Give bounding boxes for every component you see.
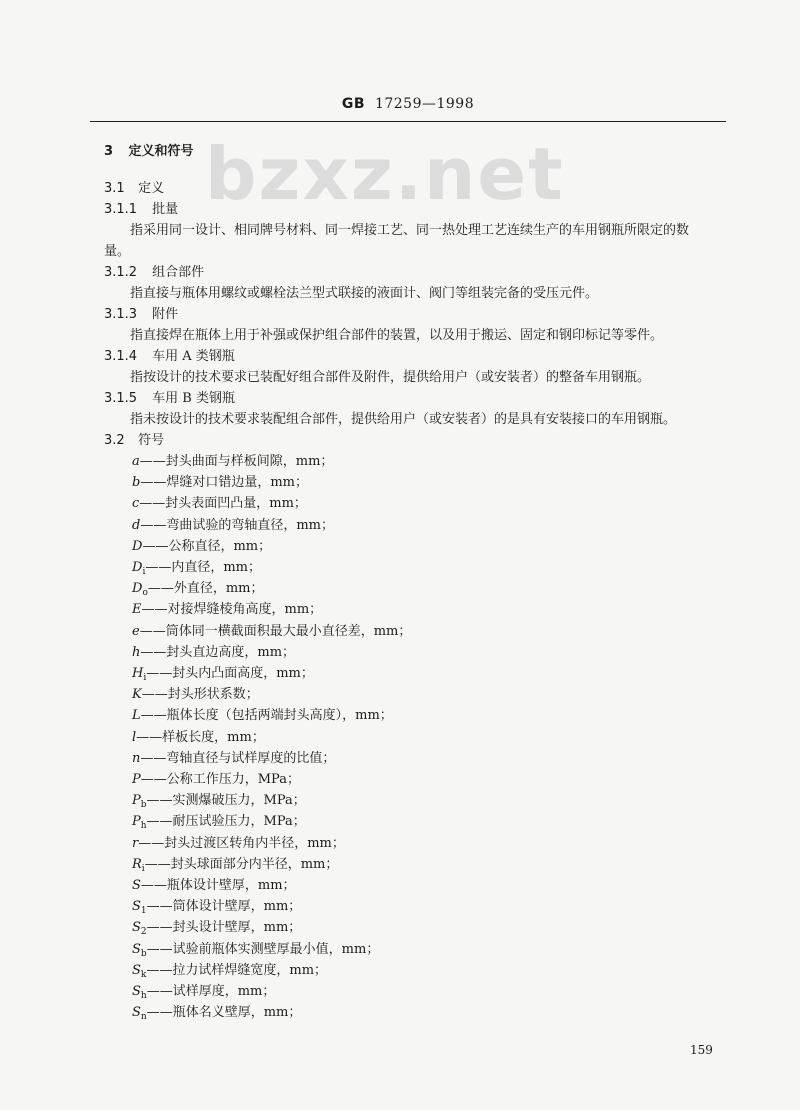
section-title: 定义和符号 <box>128 144 194 159</box>
symbol-description: ——弯曲试验的弯轴直径，mm； <box>140 517 334 533</box>
symbol-letter: h <box>132 644 141 660</box>
symbol-row <box>132 707 393 725</box>
symbol-description: ——封头表面凹凸量，mm； <box>139 496 307 512</box>
header-rule <box>90 121 726 122</box>
symbol-description: ——耐压试验压力，MPa； <box>146 814 306 830</box>
symbol-letter: S <box>132 984 141 999</box>
symbol-description: ——内直径，mm； <box>145 560 261 575</box>
symbol-row <box>132 644 295 662</box>
symbol-letter: d <box>132 517 141 533</box>
symbol-letter: P <box>132 793 141 809</box>
clause-title: 定义 <box>138 181 165 196</box>
clause-heading-3-1-1 <box>104 201 178 219</box>
symbol-row <box>132 517 334 535</box>
symbol-row <box>132 877 296 895</box>
subsection-heading-3-2 <box>104 432 164 450</box>
symbol-description: ——试验前瓶体实测壁厚最小值，mm； <box>146 941 380 957</box>
clause-body-3-1-1-cont: 量。 <box>104 244 131 259</box>
symbol-letter: L <box>132 708 141 724</box>
symbol-letter: R <box>132 856 142 872</box>
symbol-description: ——拉力试样焊缝宽度，mm； <box>146 962 328 978</box>
clause-number: 3.1.4 <box>104 349 138 364</box>
clause-title: 车用 B 类钢瓶 <box>152 391 235 406</box>
symbol-description: ——筒体设计壁厚，mm； <box>146 899 302 915</box>
symbol-row <box>132 750 335 768</box>
symbol-description: ——实测爆破压力，MPa； <box>146 793 306 809</box>
symbol-row <box>132 559 261 581</box>
symbol-description: ——试样厚度，mm； <box>146 984 276 999</box>
symbol-letter: D <box>132 560 143 575</box>
clause-body-3-1-4: 指按设计的技术要求已装配好组合部件及附件，提供给用户（或安装者）的整备车用钢瓶。 <box>130 370 651 385</box>
symbol-subscript: k <box>140 969 147 980</box>
symbol-description: ——封头设计壁厚，mm； <box>146 920 302 936</box>
watermark: bzxz.net <box>205 132 565 216</box>
symbol-row <box>132 835 345 853</box>
symbol-description: ——瓶体长度（包括两端封头高度），mm； <box>140 708 393 724</box>
symbol-letter: K <box>132 687 142 703</box>
symbol-description: ——封头直边高度，mm； <box>140 644 296 660</box>
symbol-row <box>132 771 300 789</box>
symbol-subscript: i <box>141 863 145 874</box>
symbol-row <box>132 538 271 556</box>
symbol-subscript: 2 <box>140 927 147 938</box>
symbol-letter: l <box>132 729 137 745</box>
clause-number: 3.1.2 <box>104 265 138 280</box>
symbol-subscript: 1 <box>140 906 147 917</box>
symbol-letter: P <box>132 772 141 787</box>
clause-number: 3.2 <box>104 433 125 448</box>
symbol-description: ——公称工作压力，MPa； <box>140 772 300 787</box>
symbol-row <box>132 729 265 747</box>
subsection-heading-3-1 <box>104 180 164 198</box>
symbol-description: ——封头形状系数； <box>141 687 259 703</box>
symbol-letter: c <box>132 496 140 512</box>
symbol-row <box>132 983 275 1005</box>
symbol-row <box>132 580 264 602</box>
clause-heading-3-1-3 <box>104 306 178 324</box>
symbol-letter: S <box>132 962 141 978</box>
clause-body-3-1-1: 指采用同一设计、相同牌号材料、同一焊接工艺、同一热处理工艺连续生产的车用钢瓶所限定的数 <box>130 223 690 238</box>
symbol-letter: r <box>132 835 139 851</box>
symbol-description: ——弯轴直径与试样厚度的比值； <box>140 750 336 766</box>
symbol-description: ——封头内凸面高度，mm； <box>146 666 314 681</box>
clause-number: 3.1.5 <box>104 391 138 406</box>
symbol-description: ——焊缝对口错边量，mm； <box>140 475 308 491</box>
section-heading <box>104 143 194 161</box>
clause-heading-3-1-5 <box>104 390 235 408</box>
symbol-description: ——瓶体设计壁厚，mm； <box>140 878 296 893</box>
symbol-subscript: b <box>140 800 147 811</box>
symbol-description: ——样板长度，mm； <box>136 729 265 745</box>
symbol-row <box>132 623 411 641</box>
symbol-subscript: i <box>143 673 147 683</box>
symbol-letter: n <box>132 750 141 766</box>
standard-prefix: GB <box>341 96 366 112</box>
symbol-description: ——封头过渡区转角内半径，mm； <box>138 835 345 851</box>
symbol-row <box>132 474 308 492</box>
symbol-row <box>132 856 338 878</box>
symbol-letter: S <box>132 1005 141 1021</box>
section-number: 3 <box>104 144 114 159</box>
symbol-row <box>132 665 314 687</box>
page-header <box>90 96 726 112</box>
symbol-letter: a <box>132 454 140 469</box>
symbol-subscript: o <box>142 588 148 599</box>
symbol-letter: S <box>132 941 141 957</box>
symbol-letter: P <box>132 814 141 830</box>
symbol-row <box>132 941 379 963</box>
clause-body-3-1-2: 指直接与瓶体用螺纹或螺栓法兰型式联接的液面计、阀门等组装完备的受压元件。 <box>130 286 599 301</box>
clause-number: 3.1.3 <box>104 307 138 322</box>
clause-heading-3-1-4 <box>104 348 235 366</box>
symbol-description: ——封头球面部分内半径，mm； <box>144 856 339 872</box>
standard-number: 17259—1998 <box>374 96 475 112</box>
symbol-row <box>132 919 301 941</box>
symbol-description: ——对接焊缝棱角高度，mm； <box>141 602 323 618</box>
symbol-row <box>132 601 322 619</box>
clause-number: 3.1 <box>104 181 125 196</box>
symbol-letter: b <box>132 475 141 491</box>
symbol-row <box>132 813 306 835</box>
clause-number: 3.1.1 <box>104 202 138 217</box>
clause-title: 符号 <box>138 433 165 448</box>
clause-title: 车用 A 类钢瓶 <box>152 349 235 364</box>
symbol-row <box>132 686 259 704</box>
symbol-row <box>132 898 301 920</box>
symbol-row <box>132 495 307 513</box>
symbol-description: ——瓶体名义壁厚，mm； <box>146 1005 302 1021</box>
symbol-letter: D <box>132 581 143 597</box>
symbol-letter: S <box>132 878 141 893</box>
symbol-description: ——筒体同一横截面积最大最小直径差，mm； <box>139 623 412 639</box>
symbol-letter: H <box>132 666 144 681</box>
symbol-description: ——公称直径，mm； <box>142 538 272 554</box>
clause-heading-3-1-2 <box>104 264 204 282</box>
symbol-row <box>132 453 333 471</box>
symbol-subscript: h <box>140 821 147 832</box>
symbol-description: ——外直径，mm； <box>147 581 264 597</box>
page-number: 159 <box>690 1043 713 1057</box>
symbol-letter: S <box>132 920 141 936</box>
symbol-row <box>132 1004 301 1026</box>
symbol-letter: D <box>132 538 143 554</box>
symbol-subscript: i <box>142 567 146 577</box>
symbol-letter: e <box>132 623 140 639</box>
symbol-letter: S <box>132 899 141 915</box>
symbol-row <box>132 962 327 984</box>
clause-title: 附件 <box>152 307 179 322</box>
symbol-subscript: b <box>140 948 147 959</box>
symbol-letter: E <box>132 602 142 618</box>
symbol-subscript: n <box>140 1012 147 1023</box>
clause-body-3-1-3: 指直接焊在瓶体上用于补强或保护组合部件的装置，以及用于搬运、固定和钢印标记等零件。 <box>130 328 664 343</box>
symbol-subscript: h <box>140 991 147 1001</box>
clause-title: 批量 <box>152 202 179 217</box>
symbol-row <box>132 792 306 814</box>
clause-body-3-1-5: 指未按设计的技术要求装配组合部件，提供给用户（或安装者）的是具有安装接口的车用钢瓶。 <box>130 412 677 427</box>
symbol-description: ——封头曲面与样板间隙，mm； <box>139 454 334 469</box>
clause-title: 组合部件 <box>152 265 205 280</box>
